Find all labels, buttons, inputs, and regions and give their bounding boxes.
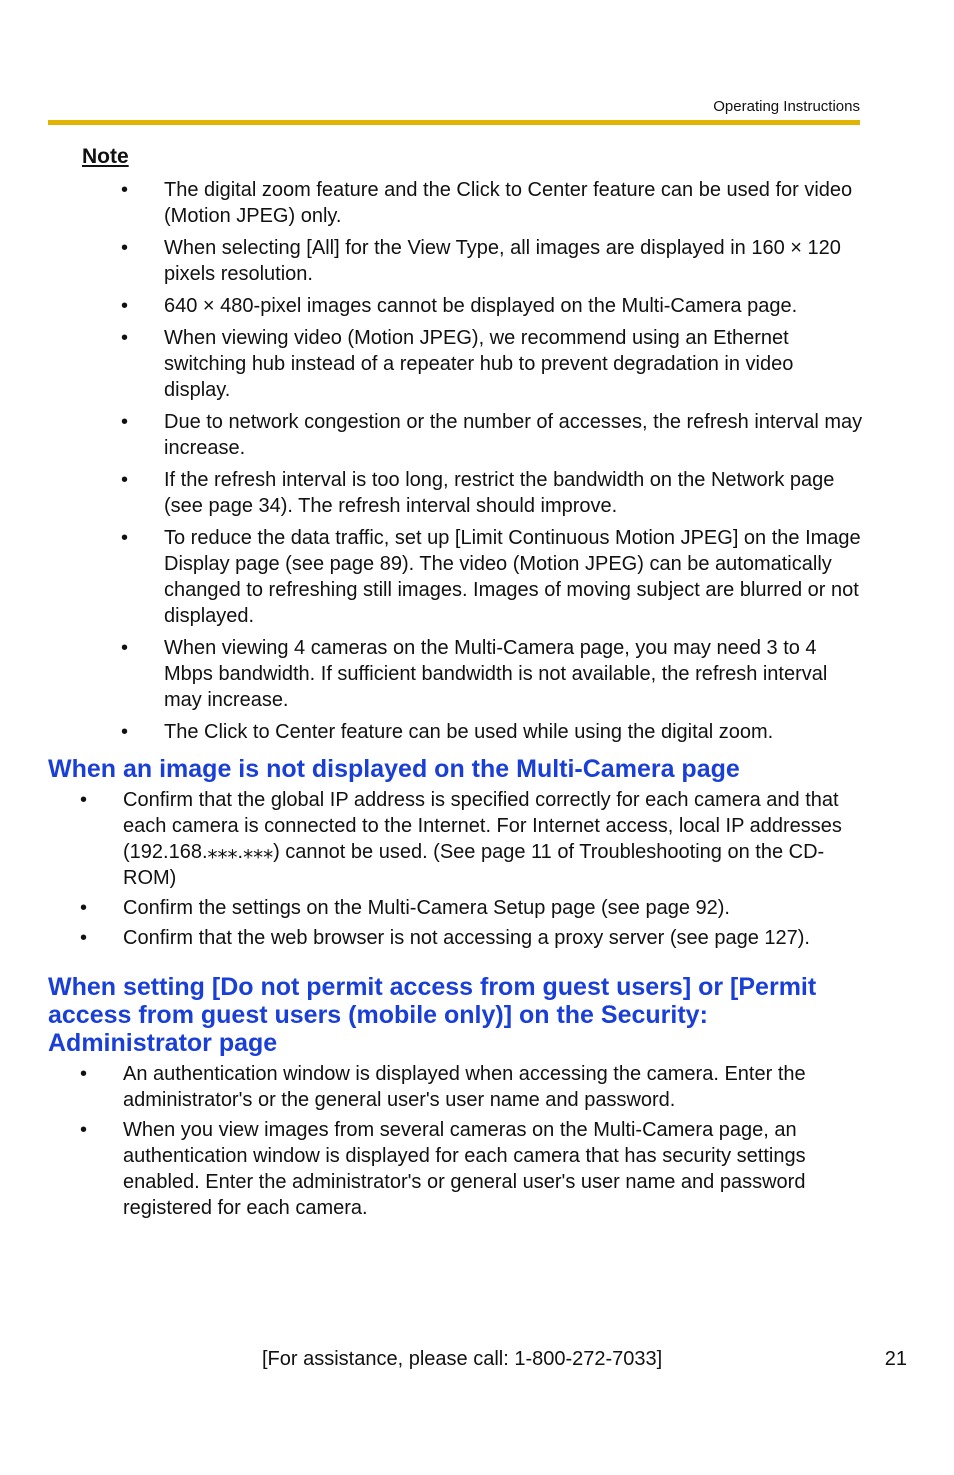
note-item: • When selecting [All] for the View Type, all images are displayed in 160 × 120 pixels resolution. xyxy=(0,235,954,287)
section-heading-multi-camera: When an image is not displayed on the Multi-Camera page xyxy=(48,755,740,783)
note-item: • 640 × 480-pixel images cannot be displayed on the Multi-Camera page. xyxy=(0,293,954,319)
note-list xyxy=(0,177,954,745)
page-number: 21 xyxy=(884,1348,907,1370)
note-item: • To reduce the data traffic, set up [Limit Continuous Motion JPEG] on the Image Display page (see page 89). The video (Motion JPEG) can be automatically changed to refreshing still images. Images of moving subject are blurred or not displayed. xyxy=(0,525,954,629)
list-item: • Confirm the settings on the Multi-Camera Setup page (see page 92). xyxy=(0,895,954,921)
note-item: • If the refresh interval is too long, restrict the bandwidth on the Network page (see page 34). The refresh interval should improve. xyxy=(0,467,954,519)
note-item: • Due to network congestion or the number of accesses, the refresh interval may increase. xyxy=(0,409,954,461)
note-item: • When viewing 4 cameras on the Multi-Camera page, you may need 3 to 4 Mbps bandwidth. If sufficient bandwidth is not available, the refresh interval may increase. xyxy=(0,635,954,713)
section-multi-camera-list xyxy=(0,787,954,951)
footer-assistance: [For assistance, please call: 1-800-272-7033] xyxy=(262,1348,663,1370)
section-security-list xyxy=(0,1061,954,1221)
header-rule xyxy=(48,120,860,125)
section-heading-security: When setting [Do not permit access from guest users] or [Permit access from guest users (mobile only)] on the Security: Administrator page xyxy=(48,973,817,1057)
note-item: • When viewing video (Motion JPEG), we recommend using an Ethernet switching hub instead of a repeater hub to prevent degradation in video display. xyxy=(0,325,954,403)
list-item: • When you view images from several cameras on the Multi-Camera page, an authentication window is displayed for each camera that has security settings enabled. Enter the administrator's or general user's user name and password registered for each camera. xyxy=(0,1117,954,1221)
list-item: • Confirm that the global IP address is specified correctly for each camera and that each camera is connected to the Internet. For Internet access, local IP addresses (192.168.⁎⁎⁎.⁎⁎⁎) cannot be used. (See page 11 of Troubleshooting on the CD-ROM) xyxy=(0,787,954,891)
list-item: • An authentication window is displayed when accessing the camera. Enter the administrator's or the general user's user name and password. xyxy=(0,1061,954,1113)
list-item: • Confirm that the web browser is not accessing a proxy server (see page 127). xyxy=(0,925,954,951)
running-header: Operating Instructions xyxy=(713,98,860,115)
note-item: • The digital zoom feature and the Click to Center feature can be used for video (Motion JPEG) only. xyxy=(0,177,954,229)
page-content xyxy=(0,143,954,1225)
note-title: Note xyxy=(82,145,129,168)
note-item: • The Click to Center feature can be used while using the digital zoom. xyxy=(0,719,954,745)
